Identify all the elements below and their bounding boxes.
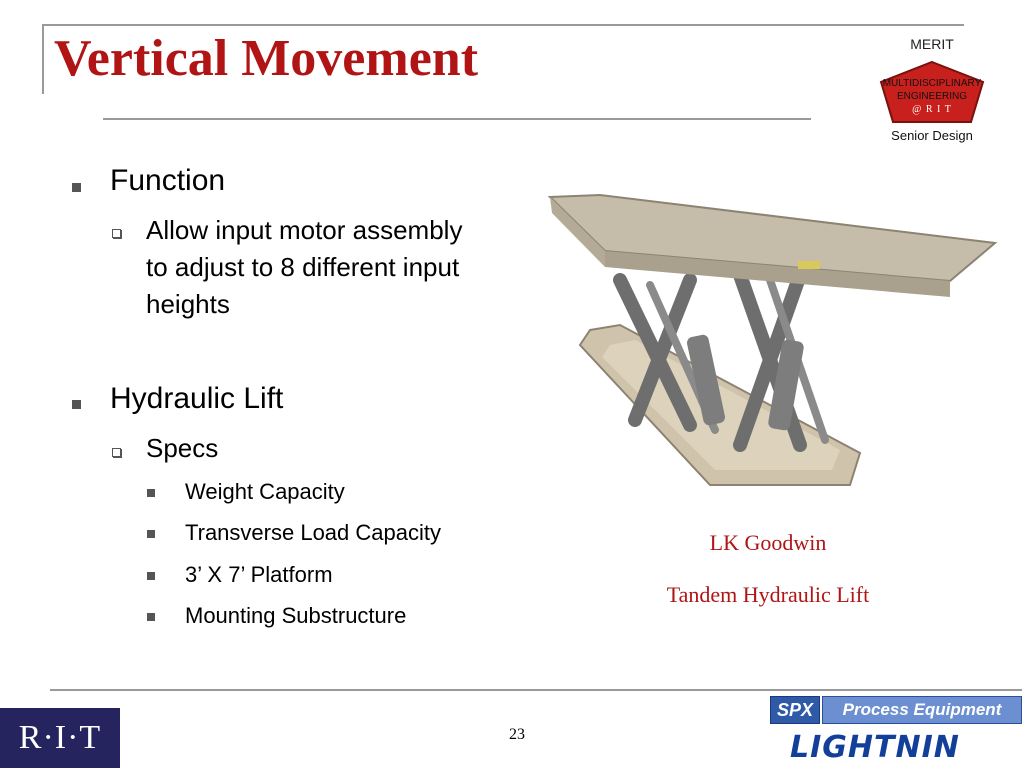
rit-logo [0, 708, 120, 768]
frame-top-rule [42, 24, 964, 26]
lightnin-logo-text: LIGHTNIN [790, 730, 960, 765]
rit-logo-text: R·I·T [18, 719, 102, 756]
footer-rule [50, 689, 1022, 691]
hydraulic-lift-photo [540, 185, 1000, 505]
bullet-platform: 3’ X 7’ Platform [185, 562, 333, 587]
warning-label [798, 261, 820, 269]
spx-logo-banner-text: Process Equipment [842, 700, 1002, 719]
slide-title: Vertical Movement [54, 30, 479, 87]
frame-left-rule [42, 24, 44, 94]
hollow-square-bullet-icon [112, 448, 121, 457]
hollow-square-bullet-icon [112, 229, 121, 238]
merit-logo [866, 32, 998, 148]
title-rule [103, 118, 811, 120]
merit-logo-line1: MULTIDISCIPLINARY [882, 78, 982, 89]
merit-logo-title: MERIT [910, 36, 954, 52]
bullet-specs: Specs [146, 433, 219, 463]
bullet-transverse-load: Transverse Load Capacity [185, 520, 441, 545]
bullet-hydraulic-lift: Hydraulic Lift [110, 382, 284, 415]
figure-caption-line1: LK Goodwin [709, 530, 827, 555]
filled-square-bullet-icon [72, 183, 81, 192]
spx-logo-banner [822, 696, 1022, 724]
small-filled-square-bullet-icon [147, 572, 155, 580]
merit-logo-line3: @ R I T [912, 104, 952, 115]
small-filled-square-bullet-icon [147, 489, 155, 497]
bullet-allow-input: Allow input motor assembly to adjust to 8 different input heights [146, 215, 463, 319]
small-filled-square-bullet-icon [147, 613, 155, 621]
bullet-weight-capacity: Weight Capacity [185, 479, 345, 504]
spx-logo-box-text: SPX [776, 700, 814, 720]
spx-logo-box [770, 696, 820, 724]
page-number: 23 [509, 726, 525, 743]
bullet-mounting: Mounting Substructure [185, 603, 407, 628]
small-filled-square-bullet-icon [147, 530, 155, 538]
filled-square-bullet-icon [72, 400, 81, 409]
bullet-function: Function [110, 164, 226, 197]
merit-logo-subtitle: Senior Design [891, 128, 973, 143]
lightnin-logo [778, 728, 1022, 768]
merit-logo-line2: ENGINEERING [896, 91, 967, 102]
spx-logo [770, 696, 1022, 724]
figure-caption-line2: Tandem Hydraulic Lift [666, 582, 870, 607]
